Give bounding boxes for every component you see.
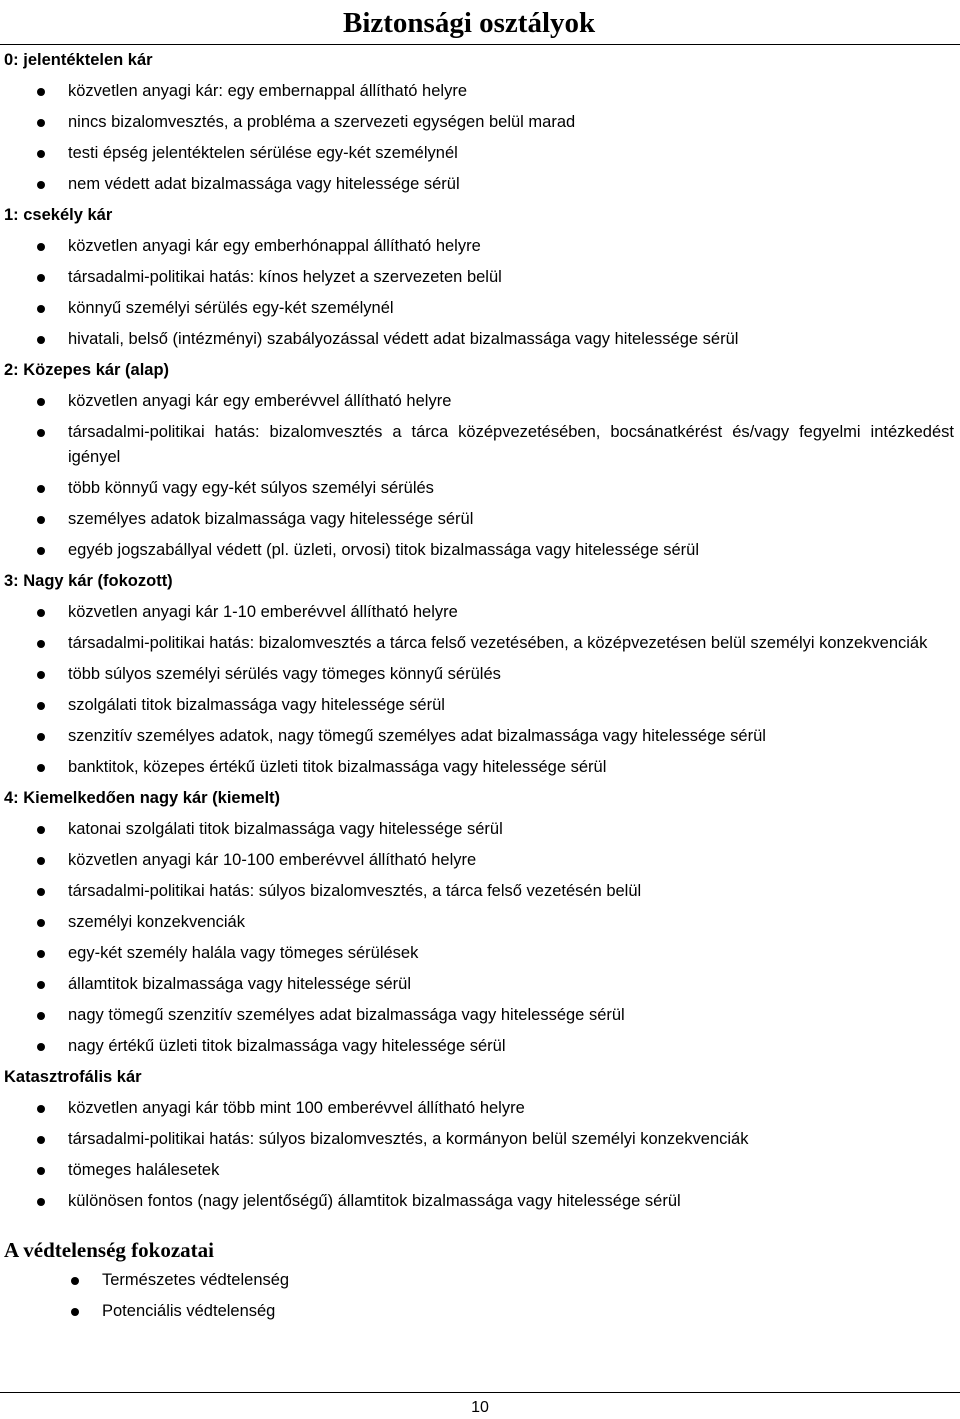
list-item — [4, 1093, 956, 1124]
list-item — [4, 293, 956, 324]
section-vulnerability — [4, 1235, 956, 1327]
list-item-text: katonai szolgálati titok bizalmassága vagy hitelessége sérül — [68, 820, 503, 838]
footer-divider — [0, 1392, 960, 1393]
bullet-list — [4, 814, 956, 1062]
list-item-text: nincs bizalomvesztés, a probléma a szervezeti egységen belül marad — [68, 113, 576, 131]
list-item — [4, 1124, 956, 1155]
section-heading: 3: Nagy kár (fokozott) — [4, 572, 173, 590]
list-item — [4, 231, 956, 262]
list-item-text: egyéb jogszabállyal védett (pl. üzleti, orvosi) titok bizalmassága vagy hitelessége sérül — [68, 541, 699, 559]
bullet-list — [4, 231, 956, 355]
list-item-text: társadalmi-politikai hatás: bizalomvesztés a tárca felső vezetésében, a középvezetésen belül személyi konzekvenciák — [68, 634, 928, 652]
list-item-text: közvetlen anyagi kár: egy embernappal állítható helyre — [68, 82, 467, 100]
list-item-text: tömeges halálesetek — [68, 1161, 220, 1179]
list-item: Természetes védtelenség — [4, 1265, 956, 1296]
list-item — [4, 1186, 956, 1217]
section-heading: 1: csekély kár — [4, 206, 113, 224]
list-item — [4, 659, 956, 690]
list-item-text: társadalmi-politikai hatás: kínos helyzet a szervezeten belül — [68, 268, 502, 286]
section-class-4 — [4, 783, 956, 1062]
document-body — [4, 45, 956, 1327]
list-item — [4, 814, 956, 845]
list-item-text: társadalmi-politikai hatás: súlyos bizalomvesztés, a kormányon belül személyi konzekvenciák — [68, 1130, 749, 1148]
list-item — [4, 969, 956, 1000]
section-heading: 0: jelentéktelen kár — [4, 51, 153, 69]
list-item-text: társadalmi-politikai hatás: bizalomvesztés a tárca középvezetésében, bocsánatkérést és/vagy fegyelmi intézkedést igényel — [68, 423, 954, 466]
section-class-3 — [4, 566, 956, 783]
list-item-text: szolgálati titok bizalmassága vagy hitelessége sérül — [68, 696, 445, 714]
list-item — [4, 938, 956, 969]
page-header — [0, 6, 960, 45]
list-item — [4, 138, 956, 169]
list-item-text: államtitok bizalmassága vagy hitelessége sérül — [68, 975, 412, 993]
list-item-text: egy-két személy halála vagy tömeges sérülések — [68, 944, 419, 962]
list-item — [4, 907, 956, 938]
section-heading: 2: Közepes kár (alap) — [4, 361, 170, 379]
page-title: Biztonsági osztályok — [343, 7, 596, 39]
bullet-list — [4, 1265, 956, 1327]
list-item-text: könnyű személyi sérülés egy-két személynél — [68, 299, 394, 317]
list-item — [4, 845, 956, 876]
list-item-text: közvetlen anyagi kár 10-100 emberévvel állítható helyre — [68, 851, 477, 869]
list-item-text: személyes adatok bizalmassága vagy hitelessége sérül — [68, 510, 474, 528]
list-item — [4, 417, 956, 473]
list-item-text: közvetlen anyagi kár egy emberévvel állítható helyre — [68, 392, 452, 410]
list-item — [4, 1031, 956, 1062]
list-item-text: testi épség jelentéktelen sérülése egy-két személynél — [68, 144, 458, 162]
list-item — [4, 690, 956, 721]
list-item — [4, 262, 956, 293]
list-item — [4, 76, 956, 107]
section-class-0 — [4, 45, 956, 200]
list-item — [4, 1155, 956, 1186]
bullet-list — [4, 76, 956, 200]
list-item — [4, 504, 956, 535]
section-catastrophic — [4, 1062, 956, 1217]
list-item: Potenciális védtelenség — [4, 1296, 956, 1327]
list-item-text: nem védett adat bizalmassága vagy hitelessége sérül — [68, 175, 460, 193]
list-item — [4, 535, 956, 566]
list-item-text: nagy értékű üzleti titok bizalmassága vagy hitelessége sérül — [68, 1037, 506, 1055]
bullet-list — [4, 386, 956, 566]
list-item-text: szenzitív személyes adatok, nagy tömegű személyes adat bizalmassága vagy hitelessége sérül — [68, 727, 766, 745]
list-item-text: közvetlen anyagi kár 1-10 emberévvel állítható helyre — [68, 603, 458, 621]
list-item-text: nagy tömegű szenzitív személyes adat bizalmassága vagy hitelessége sérül — [68, 1006, 625, 1024]
list-item — [4, 386, 956, 417]
list-item — [4, 107, 956, 138]
section-class-2 — [4, 355, 956, 566]
list-item — [4, 597, 956, 628]
list-item-text: közvetlen anyagi kár több mint 100 emberévvel állítható helyre — [68, 1099, 525, 1117]
list-item — [4, 473, 956, 504]
list-item — [4, 876, 956, 907]
list-item — [4, 1000, 956, 1031]
list-item — [4, 324, 956, 355]
list-item — [4, 169, 956, 200]
list-item-text: több súlyos személyi sérülés vagy tömeges könnyű sérülés — [68, 665, 501, 683]
section-heading: 4: Kiemelkedően nagy kár (kiemelt) — [4, 789, 281, 807]
list-item-text: banktitok, közepes értékű üzleti titok bizalmassága vagy hitelessége sérül — [68, 758, 607, 776]
section-heading: Katasztrofális kár — [4, 1068, 142, 1086]
list-item — [4, 721, 956, 752]
bullet-list — [4, 597, 956, 783]
bullet-list — [4, 1093, 956, 1217]
list-item — [4, 628, 956, 659]
page-number: 10 — [471, 1399, 489, 1416]
list-item-text: társadalmi-politikai hatás: súlyos bizalomvesztés, a tárca felső vezetésén belül — [68, 882, 642, 900]
list-item-text: közvetlen anyagi kár egy emberhónappal állítható helyre — [68, 237, 481, 255]
list-item-text: különösen fontos (nagy jelentőségű) államtitok bizalmassága vagy hitelessége sérül — [68, 1192, 681, 1210]
list-item-text: személyi konzekvenciák — [68, 913, 245, 931]
list-item — [4, 752, 956, 783]
section-class-1 — [4, 200, 956, 355]
vulnerability-heading: A védtelenség fokozatai — [4, 1238, 214, 1262]
list-item-text: több könnyű vagy egy-két súlyos személyi sérülés — [68, 479, 434, 497]
list-item-text: hivatali, belső (intézményi) szabályozással védett adat bizalmassága vagy hitelessége sérül — [68, 330, 739, 348]
